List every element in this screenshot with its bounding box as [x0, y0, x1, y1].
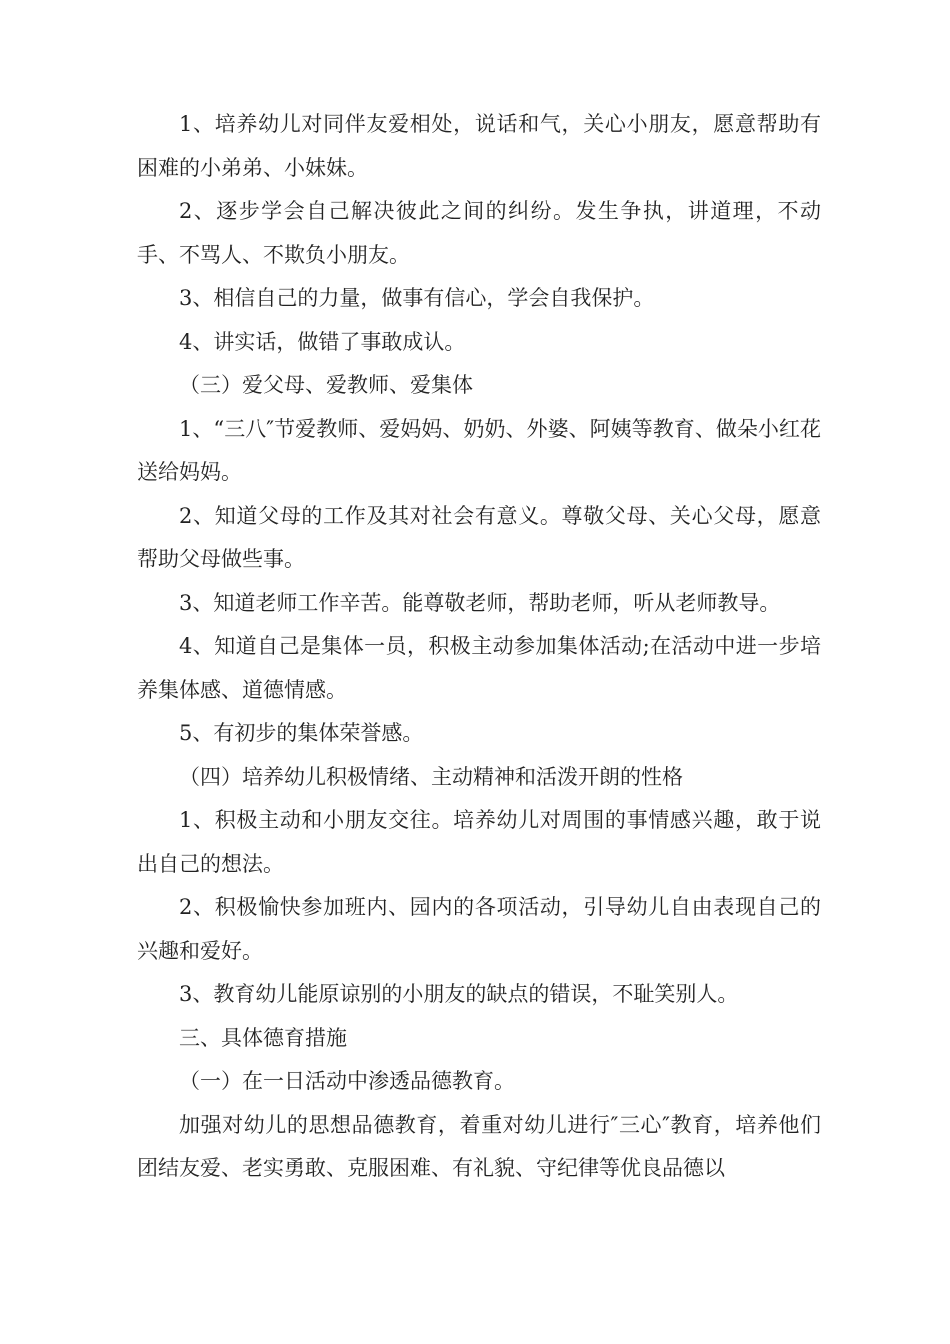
paragraph-13: 加强对幼儿的思想品德教育，着重对幼儿进行″三心″教育，培养他们团结友爱、老实勇敢、克服困难、有礼貌、守纪律等优良品德以 [137, 1112, 821, 1180]
section-heading-1: （一）在一日活动中渗透品德教育。 [179, 1069, 515, 1093]
paragraph-11: 2、积极愉快参加班内、园内的各项活动，引导幼儿自由表现自己的兴趣和爱好。 [137, 895, 821, 963]
paragraph-5: 1、“三八″节爱教师、爱妈妈、奶奶、外婆、阿姨等教育、做朵小红花送给妈妈。 [137, 416, 821, 484]
paragraph-6: 2、知道父母的工作及其对社会有意义。尊敬父母、关心父母，愿意帮助父母做些事。 [137, 503, 821, 571]
paragraph-2: 2、逐步学会自己解决彼此之间的纠纷。发生争执，讲道理，不动手、不骂人、不欺负小朋友。 [137, 199, 821, 267]
paragraph-10: 1、积极主动和小朋友交往。培养幼儿对周围的事情感兴趣，敢于说出自己的想法。 [137, 808, 821, 876]
paragraph-7: 3、知道老师工作辛苦。能尊敬老师，帮助老师，听从老师教导。 [179, 590, 781, 615]
paragraph-3: 3、相信自己的力量，做事有信心，学会自我保护。 [179, 286, 655, 310]
section-heading-3: （三）爱父母、爱教师、爱集体 [179, 373, 473, 397]
section-heading-4: （四）培养幼儿积极情绪、主动精神和活泼开朗的性格 [179, 764, 683, 789]
paragraph-8: 4、知道自己是集体一员，积极主动参加集体活动;在活动中进一步培养集体感、道德情感。 [137, 634, 821, 702]
paragraph-12: 3、教育幼儿能原谅别的小朋友的缺点的错误，不耻笑别人。 [179, 982, 739, 1006]
chapter-heading: 三、具体德育措施 [179, 1025, 347, 1050]
paragraph-1: 1、培养幼儿对同伴友爱相处，说话和气，关心小朋友，愿意帮助有困难的小弟弟、小妹妹。 [137, 112, 821, 180]
document-body [137, 103, 821, 1191]
paragraph-9: 5、有初步的集体荣誉感。 [179, 721, 424, 745]
paragraph-4: 4、讲实话，做错了事敢成认。 [179, 329, 466, 354]
